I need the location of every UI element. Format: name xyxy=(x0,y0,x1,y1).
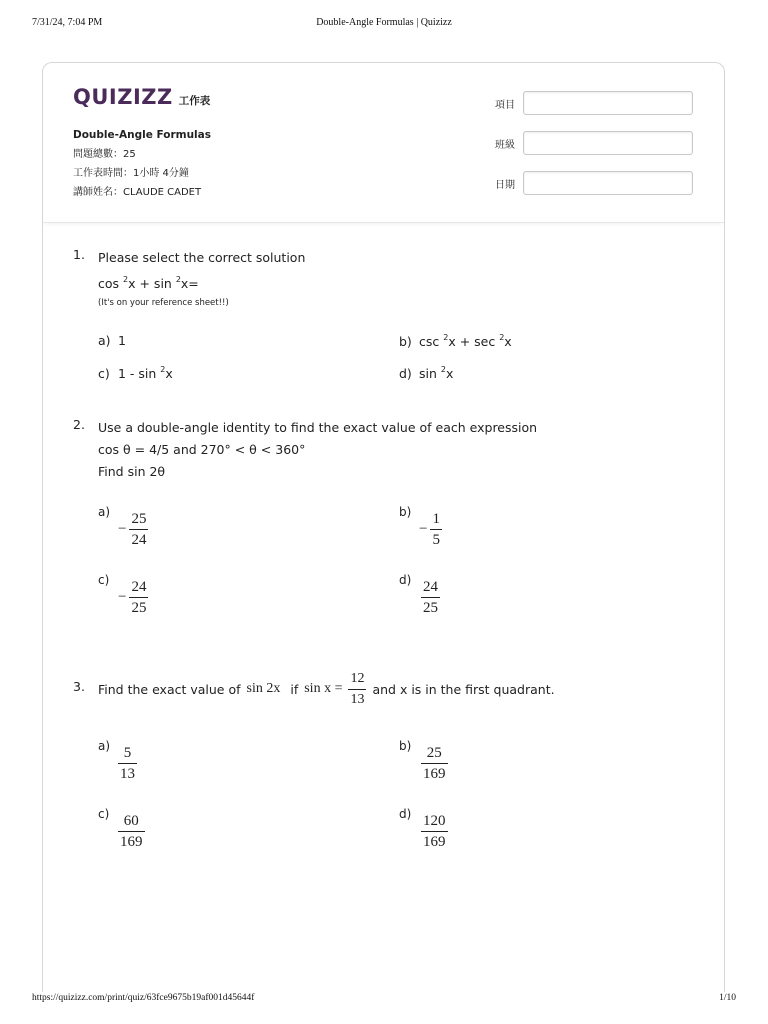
brand xyxy=(73,85,210,109)
question-text: Find the exact value of sin 2x if sin x = $\frac{12}{13}$ and x is in the first quadrant. xyxy=(98,670,555,707)
question-text: Please select the correct solution xyxy=(98,250,306,265)
worksheet-meta xyxy=(73,126,211,202)
fraction: − $\frac{25}{24}$ xyxy=(118,511,147,548)
q3-option-d[interactable]: d) 120 169 xyxy=(399,807,446,850)
date-field-row xyxy=(495,171,693,195)
worksheet xyxy=(42,62,725,992)
fraction: 24 25 xyxy=(423,579,438,616)
teacher-name: 講師姓名：CLAUDE CADET xyxy=(73,187,202,198)
fraction: 25 169 xyxy=(423,745,446,782)
question-number: 3. xyxy=(73,679,85,694)
q2-option-d[interactable]: d) 24 25 xyxy=(399,573,438,616)
date-label: 日期 xyxy=(495,179,515,191)
question-number: 1. xyxy=(73,247,85,262)
q3-option-b[interactable]: b) 25 169 xyxy=(399,739,446,782)
math-expression: sin 2x xyxy=(246,681,281,696)
q1-option-b[interactable]: b) csc $^2$x + sec $^2$x xyxy=(399,333,512,349)
print-page-title: Double-Angle Formulas | Quizizz xyxy=(316,17,452,28)
fraction: 120 169 xyxy=(423,813,446,850)
class-field-row xyxy=(495,131,693,155)
q2-option-b[interactable]: b) − $\frac{1}{5}$ xyxy=(399,505,440,548)
question-body xyxy=(98,667,698,711)
date-input[interactable] xyxy=(523,171,693,195)
fraction: 5 13 xyxy=(120,745,135,782)
question-3 xyxy=(73,667,693,711)
question-count: 問題總數：25 xyxy=(73,149,136,160)
q2-option-a[interactable]: a) − $\frac{25}{24}$ xyxy=(98,505,147,548)
question-number: 2. xyxy=(73,417,85,432)
item-label: 項目 xyxy=(495,99,515,111)
item-field-row xyxy=(495,91,693,115)
q1-option-c[interactable]: c) 1 - sin $^2$x xyxy=(98,365,173,381)
print-datetime: 7/31/24, 7:04 PM xyxy=(32,17,103,28)
fraction: 60 169 xyxy=(120,813,143,850)
question-expression: cos $^2$x + sin $^2$x= xyxy=(98,275,199,291)
class-label: 班級 xyxy=(495,139,515,151)
q3-option-c[interactable]: c) 60 169 xyxy=(98,807,143,850)
question-body xyxy=(98,417,698,483)
print-header xyxy=(0,17,768,33)
math-expression: sin x = xyxy=(304,681,343,696)
print-url: https://quizizz.com/print/quiz/63fce9675b19af001d45644f xyxy=(32,993,255,1003)
question-note: (It's on your reference sheet!!) xyxy=(98,298,229,308)
question-find: Find sin 2θ xyxy=(98,464,166,479)
worksheet-header xyxy=(43,63,724,223)
question-body xyxy=(98,247,698,311)
worksheet-title: Double-Angle Formulas xyxy=(73,129,211,141)
quizizz-logo: QUIZIZZ xyxy=(73,85,173,109)
fraction: − $\frac{1}{5}$ xyxy=(419,511,440,548)
worksheet-label: 工作表 xyxy=(178,95,211,107)
print-page-number: 1/10 xyxy=(719,993,736,1003)
q1-option-a[interactable]: a) 1 xyxy=(98,333,126,348)
fraction: − $\frac{24}{25}$ xyxy=(118,579,147,616)
q3-option-a[interactable]: a) 5 13 xyxy=(98,739,135,782)
item-input[interactable] xyxy=(523,91,693,115)
question-text: Use a double-angle identity to find the exact value of each expression xyxy=(98,420,538,435)
question-given: cos θ = 4/5 and 270° < θ < 360° xyxy=(98,442,306,457)
class-input[interactable] xyxy=(523,131,693,155)
q2-option-c[interactable]: c) − $\frac{24}{25}$ xyxy=(98,573,147,616)
worksheet-time: 工作表時間：1小時 4分鐘 xyxy=(73,168,189,179)
fraction: $\frac{12}{13}$ xyxy=(350,670,365,707)
q1-option-d[interactable]: d) sin $^2$x xyxy=(399,365,454,381)
